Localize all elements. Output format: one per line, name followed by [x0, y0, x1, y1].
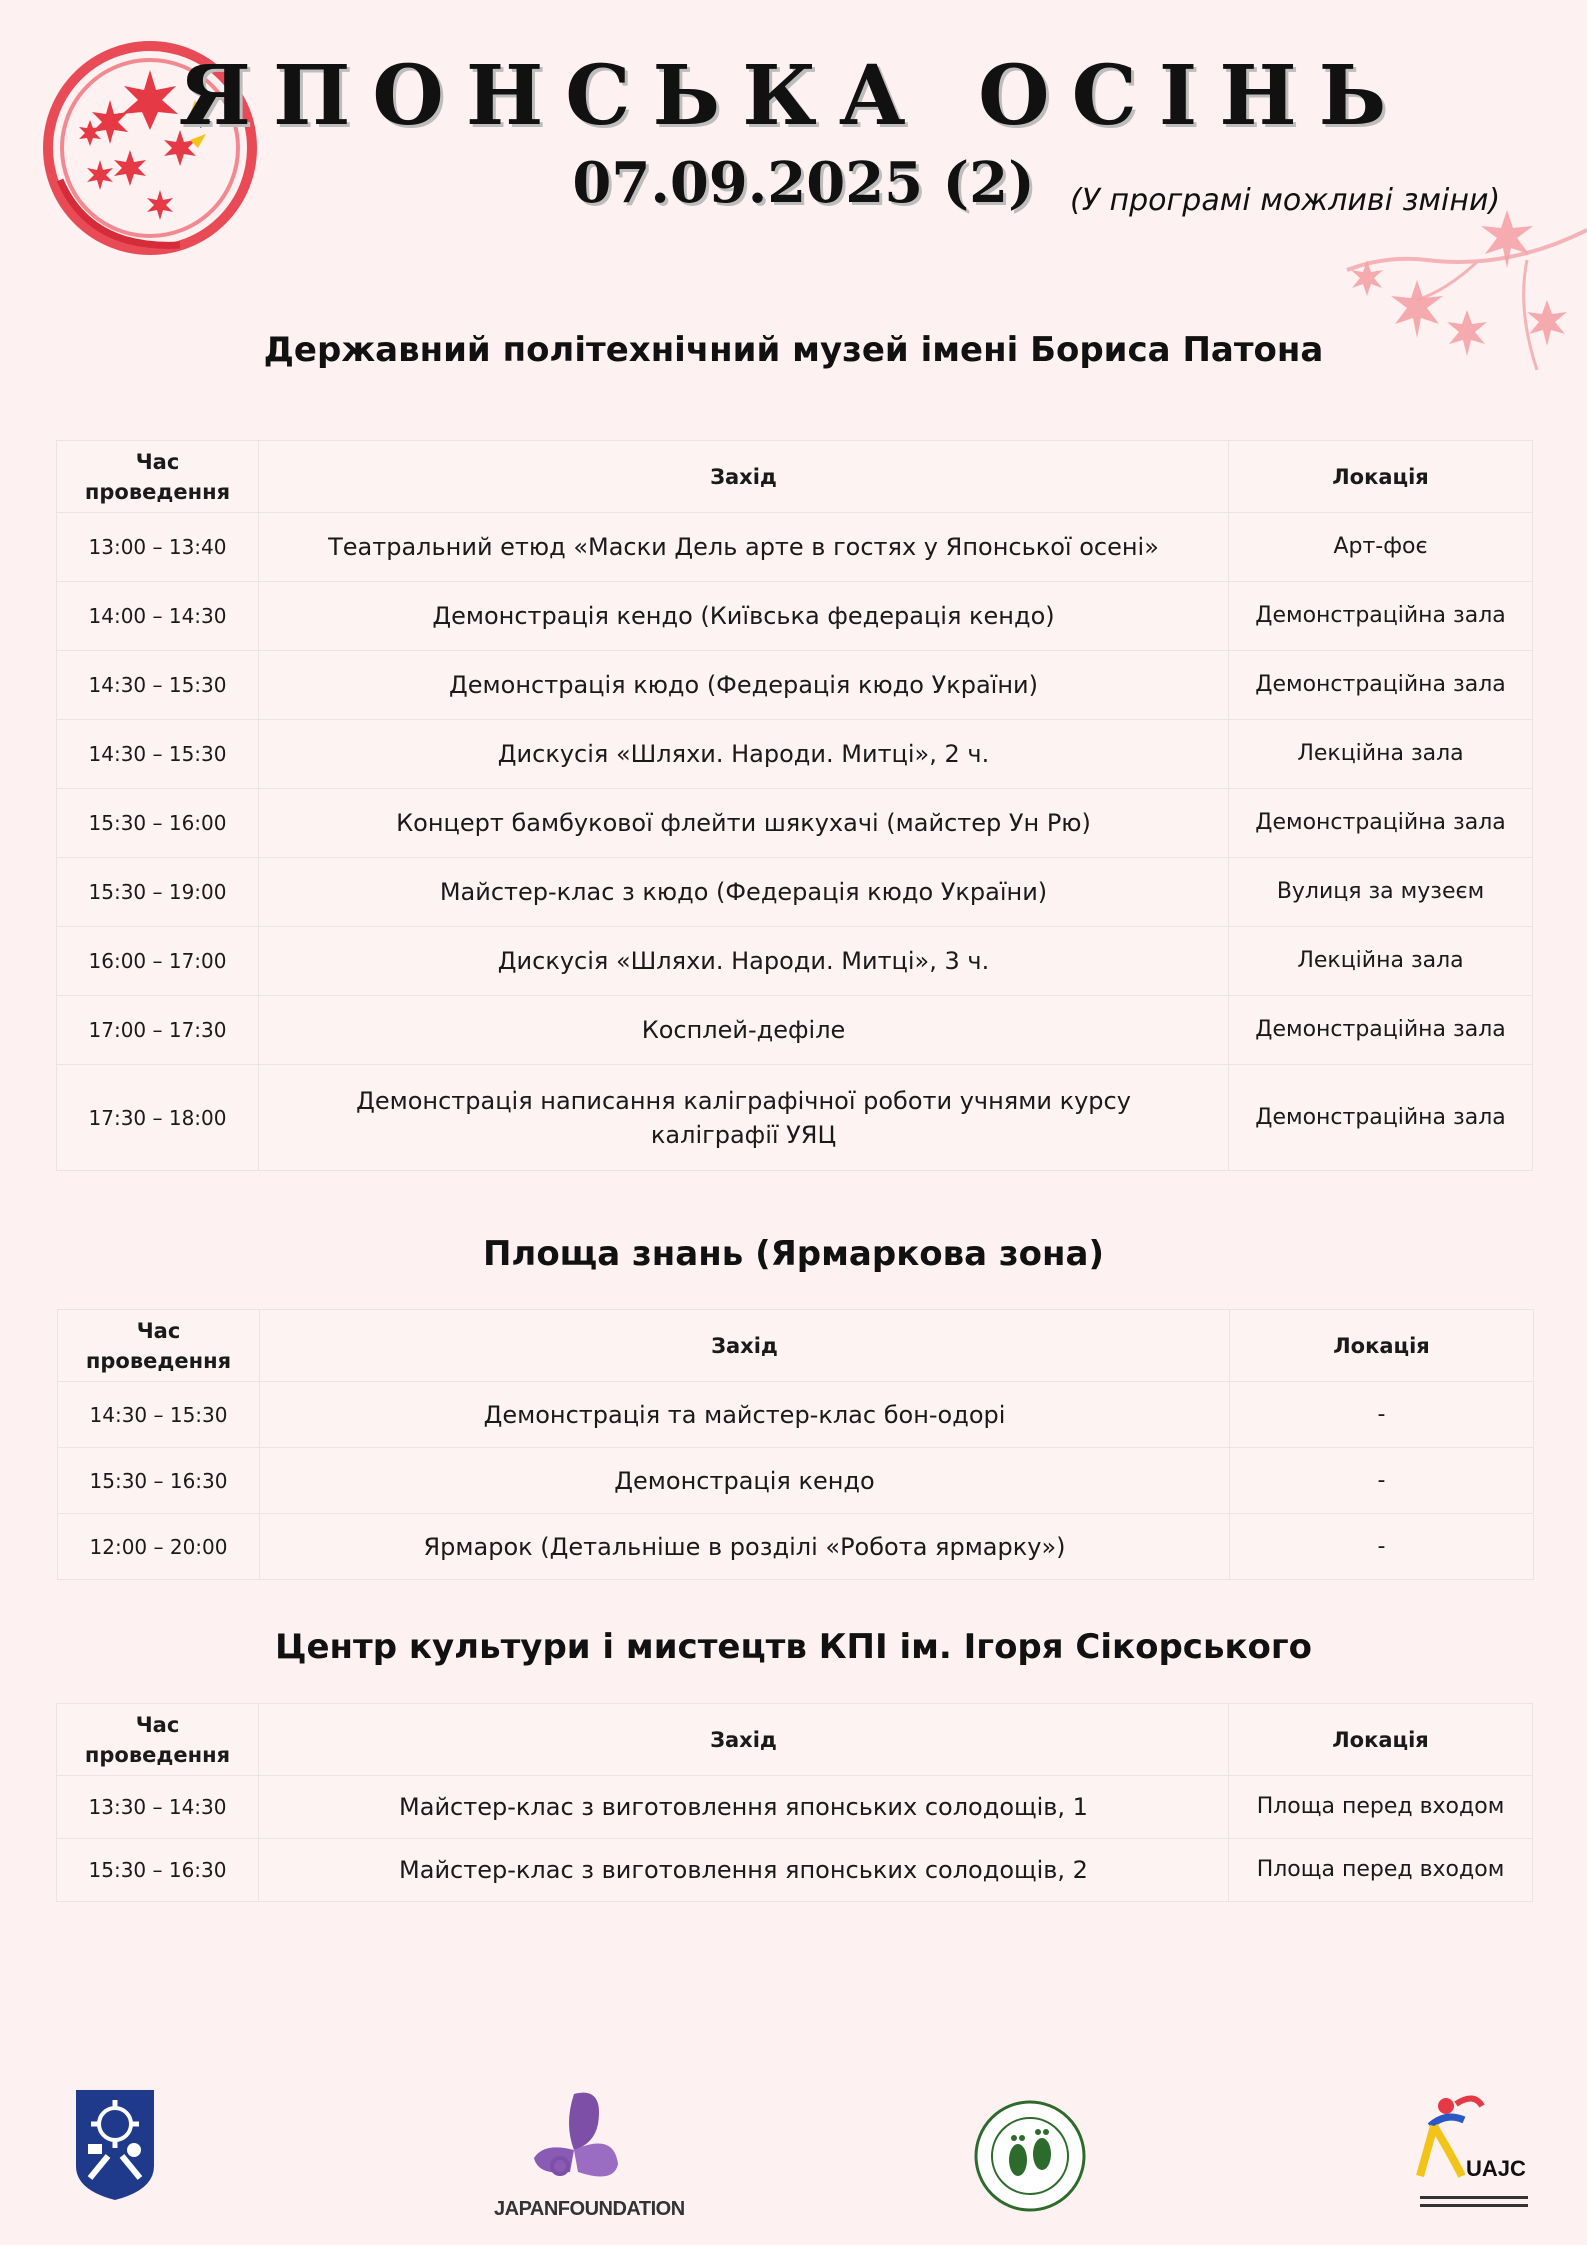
row-event: Демонстрація кендо [260, 1448, 1230, 1514]
column-header-time: Час проведення [57, 1704, 259, 1776]
row-location: Площа перед входом [1229, 1776, 1533, 1839]
section-title-museum: Державний політехнічний музей імені Бориса Патона [263, 330, 1324, 370]
row-location: Демонстраційна зала [1229, 996, 1533, 1065]
row-time: 14:00 – 14:30 [57, 582, 259, 651]
table-row [57, 720, 1533, 789]
table-header-row [57, 1704, 1533, 1776]
column-header-event: Захід [260, 1310, 1230, 1382]
row-time: 14:30 – 15:30 [57, 651, 259, 720]
table-row [57, 789, 1533, 858]
row-time: 15:30 – 16:30 [57, 1839, 259, 1902]
row-time: 12:00 – 20:00 [58, 1514, 260, 1580]
row-event: Майстер-клас з кюдо (Федерація кюдо України) [259, 858, 1229, 927]
row-time: 15:30 – 16:30 [58, 1448, 260, 1514]
row-location: Арт-фоє [1229, 513, 1533, 582]
japan-foundation-label: JAPANFOUNDATION [494, 2198, 685, 2220]
column-header-event: Захід [259, 1704, 1229, 1776]
row-location: - [1230, 1448, 1534, 1514]
program-change-note: (У програмі можливі зміни) [1070, 183, 1501, 218]
row-event: Демонстрація написання каліграфічної роботи учнями курсу каліграфії УЯЦ [259, 1065, 1229, 1171]
table-row [58, 1448, 1534, 1514]
table-header-row [58, 1310, 1534, 1382]
schedule-table-museum [56, 440, 1533, 1171]
row-event: Косплей-дефіле [259, 996, 1229, 1065]
row-event: Ярмарок (Детальніше в розділі «Робота ярмарку») [260, 1514, 1230, 1580]
row-location: Демонстраційна зала [1229, 582, 1533, 651]
row-location: Демонстраційна зала [1229, 789, 1533, 858]
table-row [57, 927, 1533, 996]
schedule-table-knowledge-square [57, 1309, 1534, 1580]
column-header-time: Час проведення [57, 441, 259, 513]
row-time: 13:30 – 14:30 [57, 1776, 259, 1839]
table-row [57, 1839, 1533, 1902]
table-row [57, 1065, 1533, 1171]
table-row [57, 513, 1533, 582]
section-title-knowledge-square: Площа знань (Ярмаркова зона) [482, 1234, 1105, 1274]
row-location: - [1230, 1514, 1534, 1580]
row-event: Демонстрація та майстер-клас бон-одорі [260, 1382, 1230, 1448]
row-event: Дискусія «Шляхи. Народи. Митці», 3 ч. [259, 927, 1229, 996]
table-row [58, 1382, 1534, 1448]
table-row [57, 651, 1533, 720]
event-date: 07.09.2025 (2) [572, 150, 1035, 216]
row-time: 14:30 – 15:30 [58, 1382, 260, 1448]
row-event: Майстер-клас з виготовлення японських солодощів, 1 [259, 1776, 1229, 1839]
rehabilitation-garden-seal-logo [972, 2098, 1088, 2214]
row-time: 17:00 – 17:30 [57, 996, 259, 1065]
row-location: Лекційна зала [1229, 927, 1533, 996]
row-location: Демонстраційна зала [1229, 1065, 1533, 1171]
row-event: Демонстрація кендо (Київська федерація кендо) [259, 582, 1229, 651]
row-event: Концерт бамбукової флейти шякухачі (майстер Ун Рю) [259, 789, 1229, 858]
column-header-location: Локація [1229, 441, 1533, 513]
row-event: Дискусія «Шляхи. Народи. Митці», 2 ч. [259, 720, 1229, 789]
row-location: Площа перед входом [1229, 1839, 1533, 1902]
row-location: - [1230, 1382, 1534, 1448]
column-header-location: Локація [1230, 1310, 1534, 1382]
row-time: 17:30 – 18:00 [57, 1065, 259, 1171]
section-title-culture-center: Центр культури і мистецтв КПІ ім. Ігоря Сікорського [274, 1627, 1313, 1667]
row-location: Вулиця за музеєм [1229, 858, 1533, 927]
table-header-row [57, 441, 1533, 513]
column-header-event: Захід [259, 441, 1229, 513]
table-row [57, 1776, 1533, 1839]
row-event: Театральний етюд «Маски Дель арте в гостях у Японської осені» [259, 513, 1229, 582]
column-header-location: Локація [1229, 1704, 1533, 1776]
table-row [57, 996, 1533, 1065]
row-location: Лекційна зала [1229, 720, 1533, 789]
table-row [57, 582, 1533, 651]
row-location: Демонстраційна зала [1229, 651, 1533, 720]
row-time: 15:30 – 16:00 [57, 789, 259, 858]
row-event: Майстер-клас з виготовлення японських солодощів, 2 [259, 1839, 1229, 1902]
schedule-table-culture-center [56, 1703, 1533, 1902]
row-time: 14:30 – 15:30 [57, 720, 259, 789]
row-event: Демонстрація кюдо (Федерація кюдо України) [259, 651, 1229, 720]
kpi-shield-logo [72, 2086, 158, 2204]
page-title: ЯПОНСЬКА ОСІНЬ [178, 48, 1409, 144]
japan-foundation-butterfly-logo [494, 2084, 654, 2214]
row-time: 13:00 – 13:40 [57, 513, 259, 582]
row-time: 15:30 – 19:00 [57, 858, 259, 927]
table-row [57, 858, 1533, 927]
row-time: 16:00 – 17:00 [57, 927, 259, 996]
uajc-logo [1412, 2086, 1536, 2216]
uajc-label: UAJC [1466, 2156, 1526, 2181]
table-row [58, 1514, 1534, 1580]
column-header-time: Час проведення [58, 1310, 260, 1382]
